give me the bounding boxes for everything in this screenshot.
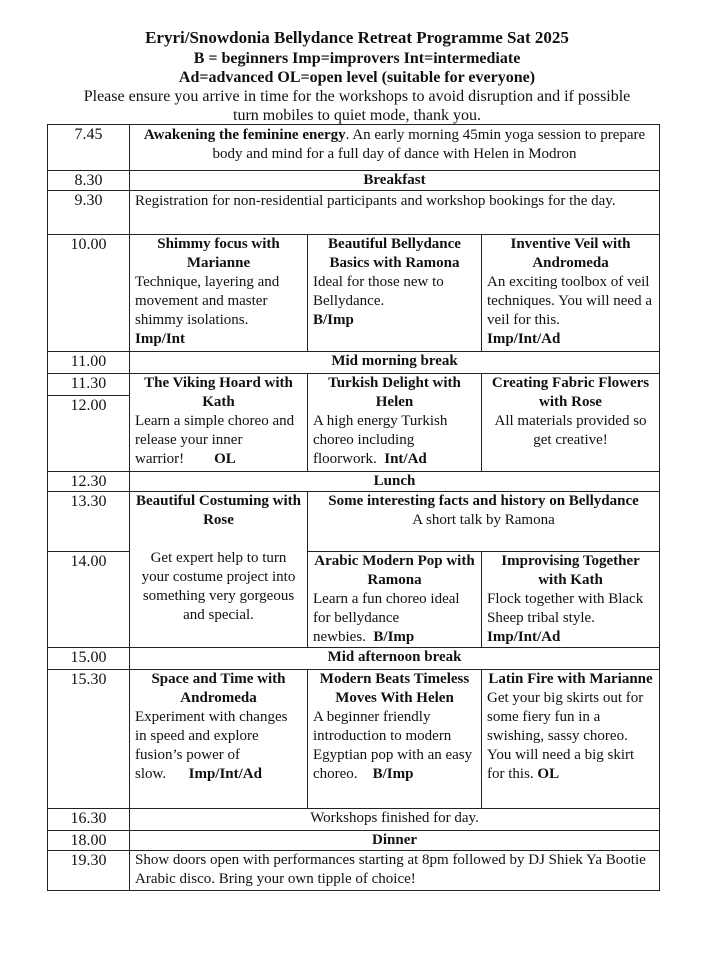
table-row	[48, 492, 660, 552]
workshop-desc: Ideal for those new to Bellydance.	[313, 274, 444, 309]
time-cell: 12.00	[48, 396, 130, 472]
workshop-desc: A high energy Turkish choreo including floorwork.	[313, 413, 448, 467]
activity-cell: Mid morning break	[130, 352, 660, 374]
table-row	[48, 670, 660, 809]
workshop-title: Modern Beats Timeless Moves With Helen	[319, 671, 470, 706]
table-row	[48, 171, 660, 191]
talk-subtitle: A short talk by Ramona	[412, 512, 555, 528]
activity-cell: Dinner	[130, 831, 660, 851]
time-cell: 18.00	[48, 831, 130, 851]
workshop-title: Creating Fabric Flowers with Rose	[491, 375, 650, 410]
time-cell: 19.30	[48, 851, 130, 891]
workshop-level: OL	[537, 766, 560, 782]
workshop-desc: All materials provided so get creative!	[494, 413, 647, 448]
workshop-title: Arabic Modern Pop with Ramona	[314, 553, 475, 588]
workshop-desc: Experiment with changes in speed and explore fusion’s power of slow.	[135, 709, 288, 782]
workshop-desc: Learn a fun choreo ideal for bellydance newbies.	[313, 591, 460, 645]
workshop-desc: Technique, layering and movement and master shimmy isolations.	[135, 274, 280, 328]
workshop-level: Imp/Int/Ad	[487, 629, 561, 645]
workshop-level: Int/Ad	[384, 451, 427, 467]
time-cell: 13.30	[48, 492, 130, 552]
workshop-cell	[308, 235, 482, 352]
workshop-title: Turkish Delight with Helen	[328, 375, 461, 410]
table-row	[48, 374, 660, 396]
workshop-cell	[482, 374, 660, 472]
workshop-cell	[130, 492, 308, 648]
page-title: Eryri/Snowdonia Bellydance Retreat Programme Sat 2025	[145, 28, 569, 47]
time-cell: 12.30	[48, 472, 130, 492]
table-row	[48, 648, 660, 670]
legend-line-2: Ad=advanced OL=open level (suitable for everyone)	[178, 69, 536, 86]
workshop-title: The Viking Hoard with Kath	[144, 375, 293, 410]
workshop-level: Imp/Int	[135, 331, 186, 347]
workshop-cell	[482, 670, 660, 809]
workshop-cell	[130, 374, 308, 472]
workshop-desc: Get your big skirts out for some fiery fun in a swishing, sassy choreo. You will need a big skirt for this.	[487, 690, 644, 782]
activity-title: Awakening the feminine energy	[143, 127, 346, 143]
workshop-desc: Learn a simple choreo and release your inner warrior!	[135, 413, 295, 467]
workshop-cell	[482, 552, 660, 648]
time-cell: 15.00	[48, 648, 130, 670]
workshop-cell	[308, 670, 482, 809]
activity-cell: Workshops finished for day.	[130, 809, 660, 831]
time-cell: 10.00	[48, 235, 130, 352]
time-cell: 9.30	[48, 191, 130, 235]
workshop-cell	[130, 235, 308, 352]
legend-line-1: B = beginners Imp=improvers Int=intermediate	[193, 50, 521, 67]
workshop-level: Imp/Int/Ad	[487, 331, 561, 347]
time-cell: 15.30	[48, 670, 130, 809]
activity-text: . An early morning 45min yoga session to prepare body and mind for a full day of dance with Helen in Modron	[212, 127, 646, 162]
workshop-desc: Flock together with Black Sheep tribal style.	[487, 591, 644, 626]
workshop-title: Improvising Together with Kath	[501, 553, 640, 588]
table-row	[48, 191, 660, 235]
workshop-level: B/Imp	[373, 629, 415, 645]
workshop-title: Beautiful Costuming with Rose	[135, 493, 302, 528]
workshop-title: Beautiful Bellydance Basics with Ramona	[328, 236, 461, 271]
workshop-desc: An exciting toolbox of veil techniques. You will need a veil for this.	[487, 274, 652, 328]
programme-table	[47, 124, 660, 891]
time-cell: 14.00	[48, 552, 130, 648]
table-row	[48, 831, 660, 851]
time-cell: 8.30	[48, 171, 130, 191]
table-row	[48, 125, 660, 171]
workshop-title: Latin Fire with Marianne	[488, 671, 653, 687]
time-cell: 16.30	[48, 809, 130, 831]
workshop-desc: A beginner friendly introduction to modern Egyptian pop with an easy choreo.	[313, 709, 473, 782]
notice-line-1: Please ensure you arrive in time for the workshops to avoid disruption and if possible	[83, 88, 631, 105]
activity-cell: Registration for non-residential participants and workshop bookings for the day.	[130, 191, 660, 235]
workshop-cell	[130, 670, 308, 809]
workshop-cell	[308, 374, 482, 472]
workshop-cell	[482, 235, 660, 352]
talk-cell	[308, 492, 660, 552]
table-row	[48, 851, 660, 891]
workshop-level: Imp/Int/Ad	[188, 766, 262, 782]
talk-title: Some interesting facts and history on Bellydance	[328, 493, 639, 509]
workshop-cell	[308, 552, 482, 648]
workshop-level: B/Imp	[372, 766, 414, 782]
workshop-title: Inventive Veil with Andromeda	[510, 236, 631, 271]
activity-cell: Breakfast	[130, 171, 660, 191]
time-cell: 7.45	[48, 125, 130, 171]
notice-line-2: turn mobiles to quiet mode, thank you.	[233, 107, 481, 124]
table-row	[48, 472, 660, 492]
workshop-level: B/Imp	[313, 312, 354, 328]
table-row	[48, 235, 660, 352]
time-cell: 11.30	[48, 374, 130, 396]
table-row	[48, 809, 660, 831]
workshop-level: OL	[214, 451, 236, 467]
activity-cell: Lunch	[130, 472, 660, 492]
workshop-desc: Get expert help to turn your costume project into something very gorgeous and special.	[141, 550, 296, 623]
activity-cell: Mid afternoon break	[130, 648, 660, 670]
table-row	[48, 352, 660, 374]
workshop-title: Shimmy focus with Marianne	[157, 236, 280, 271]
time-cell: 11.00	[48, 352, 130, 374]
workshop-title: Space and Time with Andromeda	[151, 671, 286, 706]
activity-cell	[130, 125, 660, 171]
activity-cell: Show doors open with performances starting at 8pm followed by DJ Shiek Ya Bootie Arabic disco. Bring your own tipple of choice!	[130, 851, 660, 891]
